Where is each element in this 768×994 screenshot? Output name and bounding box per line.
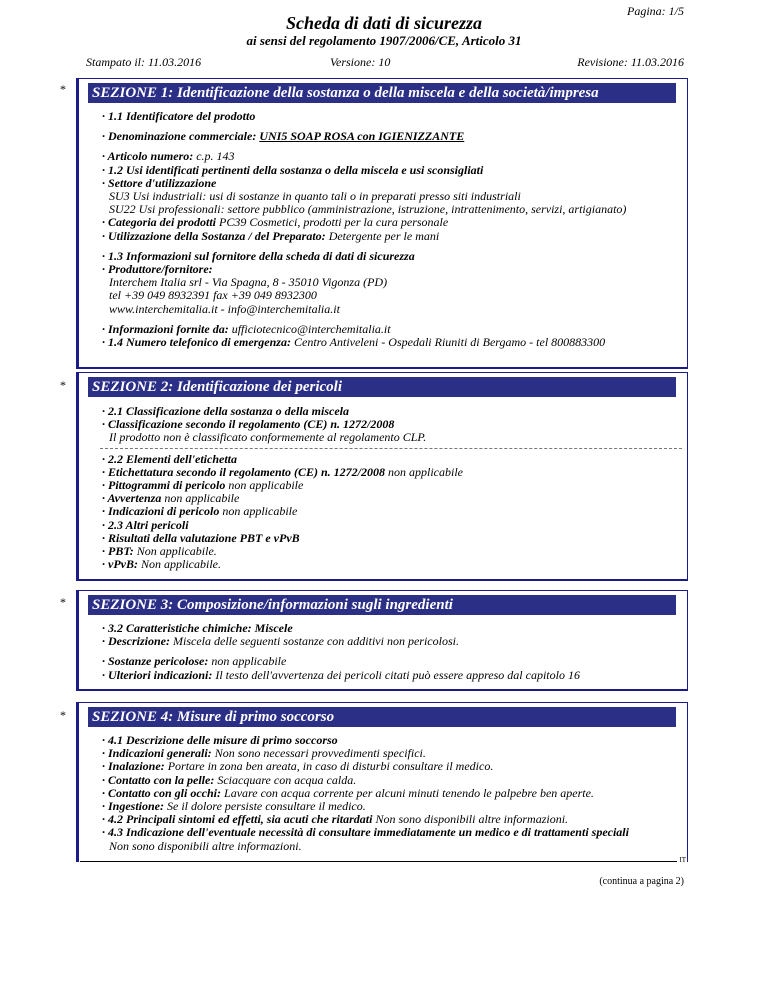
s1-line: · 1.4 Numero telefonico di emergenza: Centro Antiveleni - Ospedali Riuniti di Bergamo - tel 800883300 [102, 335, 606, 350]
s3-line: · Descrizione: Miscela delle seguenti sostanze con additivi non pericolosi. [102, 634, 459, 649]
s2-line: · 2.3 Altri pericoli [102, 517, 189, 532]
s2-line: Il prodotto non è classificato conformemente al regolamento CLP. [109, 430, 427, 445]
s1-line: Interchem Italia srl - Via Spagna, 8 - 35010 Vigonza (PD) [109, 275, 388, 290]
revision-star: * [60, 595, 66, 609]
s1-line: · Articolo numero: c.p. 143 [102, 149, 235, 164]
revision-star: * [60, 82, 66, 96]
version: Versione: 10 [330, 55, 391, 69]
s2-line: · Etichettatura secondo il regolamento (CE) n. 1272/2008 non applicabile [102, 464, 464, 479]
revision-star: * [60, 708, 66, 722]
s2-line: · Risultati della valutazione PBT e vPvB [102, 530, 300, 545]
section-3-title: SEZIONE 3: Composizione/informazioni sugli ingredienti [88, 595, 676, 615]
printed-date: Stampato il: 11.03.2016 [86, 55, 202, 69]
s1-line: tel +39 049 8932391 fax +39 049 8932300 [109, 288, 317, 303]
section-1-content [102, 110, 682, 349]
s4-line: Non sono disponibili altre informazioni. [109, 838, 302, 853]
s2-line: · vPvB: Non applicabile. [102, 557, 221, 572]
s1-line: · Denominazione commerciale: UNI5 SOAP ROSA con IGIENIZZANTE [102, 129, 465, 144]
section-2-title: SEZIONE 2: Identificazione dei pericoli [88, 377, 676, 397]
section-4-content [102, 734, 682, 853]
document-subtitle: ai sensi del regolamento 1907/2006/CE, Articolo 31 [246, 33, 522, 48]
section-3-content [102, 622, 682, 682]
document-title: Scheda di dati di sicurezza [285, 13, 482, 33]
s2-line: · Avvertenza non applicabile [102, 491, 240, 506]
s1-line: · 1.2 Usi identificati pertinenti della sostanza o della miscela e usi sconsigliati [102, 162, 484, 177]
s1-line: · 1.1 Identificatore del prodotto [102, 109, 256, 123]
s1-line: · Informazioni fornite da: ufficiotecnico@interchemitalia.it [102, 321, 391, 336]
s1-line: · Produttore/fornitore: [102, 262, 213, 277]
s2-line: · 2.1 Classificazione della sostanza o della miscela [102, 404, 350, 418]
section-2-content [102, 405, 682, 571]
s2-line: · Indicazioni di pericolo non applicabile [102, 504, 298, 519]
s4-line: · Ingestione: Se il dolore persiste consultare il medico. [102, 799, 366, 814]
revision-date: Revisione: 11.03.2016 [577, 55, 684, 69]
s4-line: · Inalazione: Portare in zona ben areata, in caso di disturbi consultare il medico. [102, 759, 494, 774]
continued-note: (continua a pagina 2) [599, 876, 684, 887]
s4-line: · Contatto con gli occhi: Lavare con acqua corrente per alcuni minuti tenendo le palpebre ben aperte. [102, 785, 594, 800]
revision-star: * [60, 378, 66, 392]
s4-line: · 4.2 Principali sintomi ed effetti, sia acuti che ritardati Non sono disponibili altre informazioni. [102, 812, 569, 827]
s2-line: · Classificazione secondo il regolamento (CE) n. 1272/2008 [102, 417, 395, 432]
s3-line: · Ulteriori indicazioni: Il testo dell'avvertenza dei pericoli citati può essere appreso dal capitolo 16 [102, 667, 580, 682]
s4-line: · 4.1 Descrizione delle misure di primo soccorso [102, 733, 338, 747]
s1-line: · Settore d'utilizzazione [102, 175, 217, 190]
page-number: Pagina: 1/5 [627, 4, 684, 18]
section-1-title: SEZIONE 1: Identificazione della sostanza o della miscela e della società/impresa [88, 83, 676, 103]
s4-line: · 4.3 Indicazione dell'eventuale necessità di consultare immediatamente un medico e di trattamenti speciali [102, 825, 629, 840]
s1-line: · 1.3 Informazioni sul fornitore della scheda di dati di sicurezza [102, 248, 415, 263]
s2-line: · Pittogrammi di pericolo non applicabile [102, 478, 304, 493]
s1-line: SU22 Usi professionali: settore pubblico (amministrazione, istruzione, intrattenimento, servizi, artigianato) [109, 202, 627, 217]
s3-line: · 3.2 Caratteristiche chimiche: Miscele [102, 621, 293, 635]
s1-line: · Utilizzazione della Sostanza / del Preparato: Detergente per le mani [102, 228, 440, 243]
s2-line: · PBT: Non applicabile. [102, 544, 217, 559]
footer-line [80, 861, 680, 862]
s4-line: · Indicazioni generali: Non sono necessari provvedimenti specifici. [102, 746, 426, 761]
s4-line: · Contatto con la pelle: Sciacquare con acqua calda. [102, 772, 357, 787]
s1-line: www.interchemitalia.it - info@interchemitalia.it [109, 301, 340, 316]
divider [100, 448, 682, 449]
language-code: IT [679, 856, 686, 864]
s3-line: · Sostanze pericolose: non applicabile [102, 654, 287, 669]
s2-line: · 2.2 Elementi dell'etichetta [102, 451, 237, 466]
section-4-title: SEZIONE 4: Misure di primo soccorso [88, 707, 676, 727]
s1-line: SU3 Usi industriali: usi di sostanze in quanto tali o in preparati presso siti industriali [109, 189, 521, 204]
s1-line: · Categoria dei prodotti PC39 Cosmetici, prodotti per la cura personale [102, 215, 449, 230]
